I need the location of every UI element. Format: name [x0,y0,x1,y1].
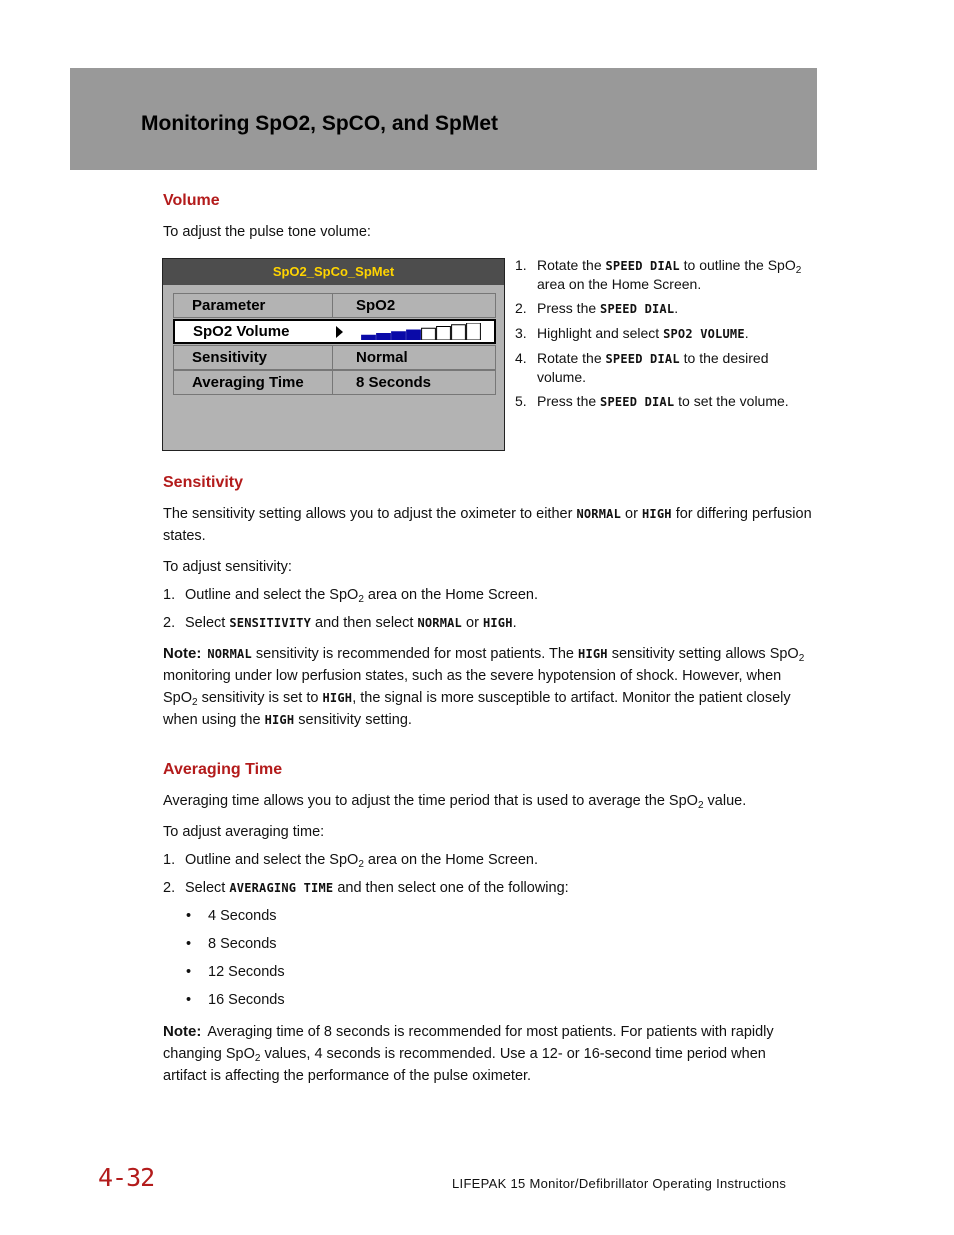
volume-bar-filled [392,332,406,340]
text: Select [185,880,230,896]
row-value: Normal [356,349,408,366]
step-key: SPO2 VOLUME [663,327,745,341]
subscript: 2 [358,594,364,605]
text: area on the Home Screen. [363,587,538,603]
volume-bar-empty [467,323,481,340]
page-title: Monitoring SpO2, SpCO, and SpMet [141,112,498,135]
text: sensitivity setting allows SpO [607,646,799,662]
text: for differing perfusion states. [163,506,812,544]
key-high: HIGH [264,713,295,727]
screen-row-sensitivity[interactable] [173,345,496,370]
text: sensitivity is recommended for most patients. The [251,646,579,662]
text: sensitivity setting. [294,712,412,728]
volume-bar-filled [362,335,376,340]
row-label: SpO2 Volume [193,323,290,340]
option-text: 12 Seconds [208,964,285,980]
text: area on the Home Screen. [363,852,538,868]
row-label: Parameter [192,297,266,314]
sensitivity-step-2 [163,612,813,634]
key-averaging-time: AVERAGING TIME [229,881,334,895]
averaging-step-1 [163,849,813,871]
key-high: HIGH [641,507,672,521]
volume-bar-filled [377,334,391,341]
page-number: 4-32 [98,1163,155,1192]
text: Averaging time of 8 seconds is recommended for most patients. For patients with rapidly changing SpO [163,1024,774,1062]
text: and then select [311,615,418,631]
text: monitoring under low perfusion states, such as the severe hypotension of shock. However, when SpO [163,668,782,706]
text: Averaging time allows you to adjust the time period that is used to average the SpO [163,793,698,809]
device-screen [162,258,505,451]
volume-bar-empty [437,327,451,341]
step-number: 2. [163,615,176,631]
bullet: • [186,908,192,924]
sensitivity-heading: Sensitivity [163,474,244,491]
option-text: 16 Seconds [208,992,285,1008]
list-item [515,299,815,318]
list-item [515,324,815,343]
text: or [621,506,642,522]
step-number: 2. [163,880,176,896]
step-text: Press the [537,393,601,409]
list-item [515,256,815,293]
key-normal: NORMAL [417,616,462,630]
subscript: 2 [254,1053,261,1064]
text: Outline and select the SpO [185,587,359,603]
text: and then select one of the following: [333,880,569,896]
volume-bar-filled [407,330,421,340]
averaging-heading: Averaging Time [163,761,283,778]
volume-steps [515,256,815,417]
note-label: Note: [163,1023,202,1040]
sensitivity-note [163,643,813,731]
volume-intro: To adjust the pulse tone volume: [163,224,371,240]
step-text: to set the volume. [674,393,789,409]
step-text: . [674,300,679,316]
screen-row-averaging-time[interactable] [173,370,496,395]
subscript: 2 [697,800,704,811]
step-number: 5. [515,393,527,409]
note-label: Note: [163,645,202,662]
text: value. [703,793,747,809]
list-item [515,392,815,411]
subscript: 2 [795,265,802,276]
list-item [515,349,815,386]
subscript: 2 [358,859,364,870]
step-key: SPEED DIAL [605,352,680,366]
step-number: 1. [163,587,176,603]
step-text: . [744,325,749,341]
row-divider [332,371,333,394]
text: or [462,615,483,631]
step-text: Highlight and select [537,325,664,341]
subscript: 2 [192,697,198,708]
sensitivity-step-1 [163,584,813,606]
volume-bar-empty [422,328,436,340]
step-number: 1. [163,852,176,868]
subscript: 2 [798,653,805,664]
step-text: area on the Home Screen. [537,276,702,292]
averaging-note [163,1021,813,1087]
key-normal: NORMAL [207,647,252,661]
averaging-paragraph [163,790,813,812]
key-high: HIGH [322,691,353,705]
bullet: • [186,964,192,980]
step-text: Rotate the [537,257,606,273]
row-value: SpO2 [356,297,396,314]
step-text: Rotate the [537,350,606,366]
screen-title: SpO2_SpCo_SpMet [163,259,504,285]
option-text: 4 Seconds [208,908,277,924]
row-value: 8 Seconds [356,374,432,391]
screen-row-parameter[interactable] [173,293,496,318]
option-text: 8 Seconds [208,936,277,952]
row-label: Averaging Time [192,374,304,391]
volume-level-bars [361,323,486,340]
bullet: • [186,992,192,1008]
text: sensitivity is set to [197,690,323,706]
step-number: 4. [515,350,527,366]
key-high: HIGH [578,647,608,661]
text: The sensitivity setting allows you to adjust the oximeter to either [163,506,577,522]
step-text: to the desired volume. [537,350,769,385]
averaging-intro: To adjust averaging time: [163,824,325,840]
sensitivity-paragraph [163,503,813,547]
text: values, 4 seconds is recommended. Use a 12- or 16-second time period when artifact is affecting the performance of the pulse oximeter. [163,1046,766,1084]
step-text: Press the [537,300,601,316]
list-item [186,989,836,1011]
step-number: 2. [515,300,527,316]
key-sensitivity: SENSITIVITY [229,616,312,630]
text: Outline and select the SpO [185,852,359,868]
sensitivity-intro: To adjust sensitivity: [163,559,292,575]
list-item [186,961,836,983]
averaging-step-2 [163,877,813,899]
key-high: HIGH [482,616,513,630]
volume-bar-empty [452,325,466,340]
step-key: SPEED DIAL [605,259,680,273]
row-divider [332,294,333,317]
step-key: SPEED DIAL [600,302,675,316]
row-divider [332,346,333,369]
text: Select [185,615,230,631]
list-item [186,905,836,927]
text: , the signal is more susceptible to artifact. Monitor the patient closely when using the [163,690,791,728]
text: . [512,615,517,631]
bullet: • [186,936,192,952]
caret-right-icon [336,326,343,338]
row-label: Sensitivity [192,349,268,366]
step-number: 3. [515,325,527,341]
volume-heading: Volume [163,192,220,209]
step-text: to outline the SpO [679,257,796,273]
screen-row-spo2-volume[interactable] [173,319,496,344]
key-normal: NORMAL [576,507,622,521]
step-number: 1. [515,257,527,273]
list-item [186,933,836,955]
step-key: SPEED DIAL [600,395,675,409]
document-title: LIFEPAK 15 Monitor/Defibrillator Operating Instructions [452,1176,787,1191]
